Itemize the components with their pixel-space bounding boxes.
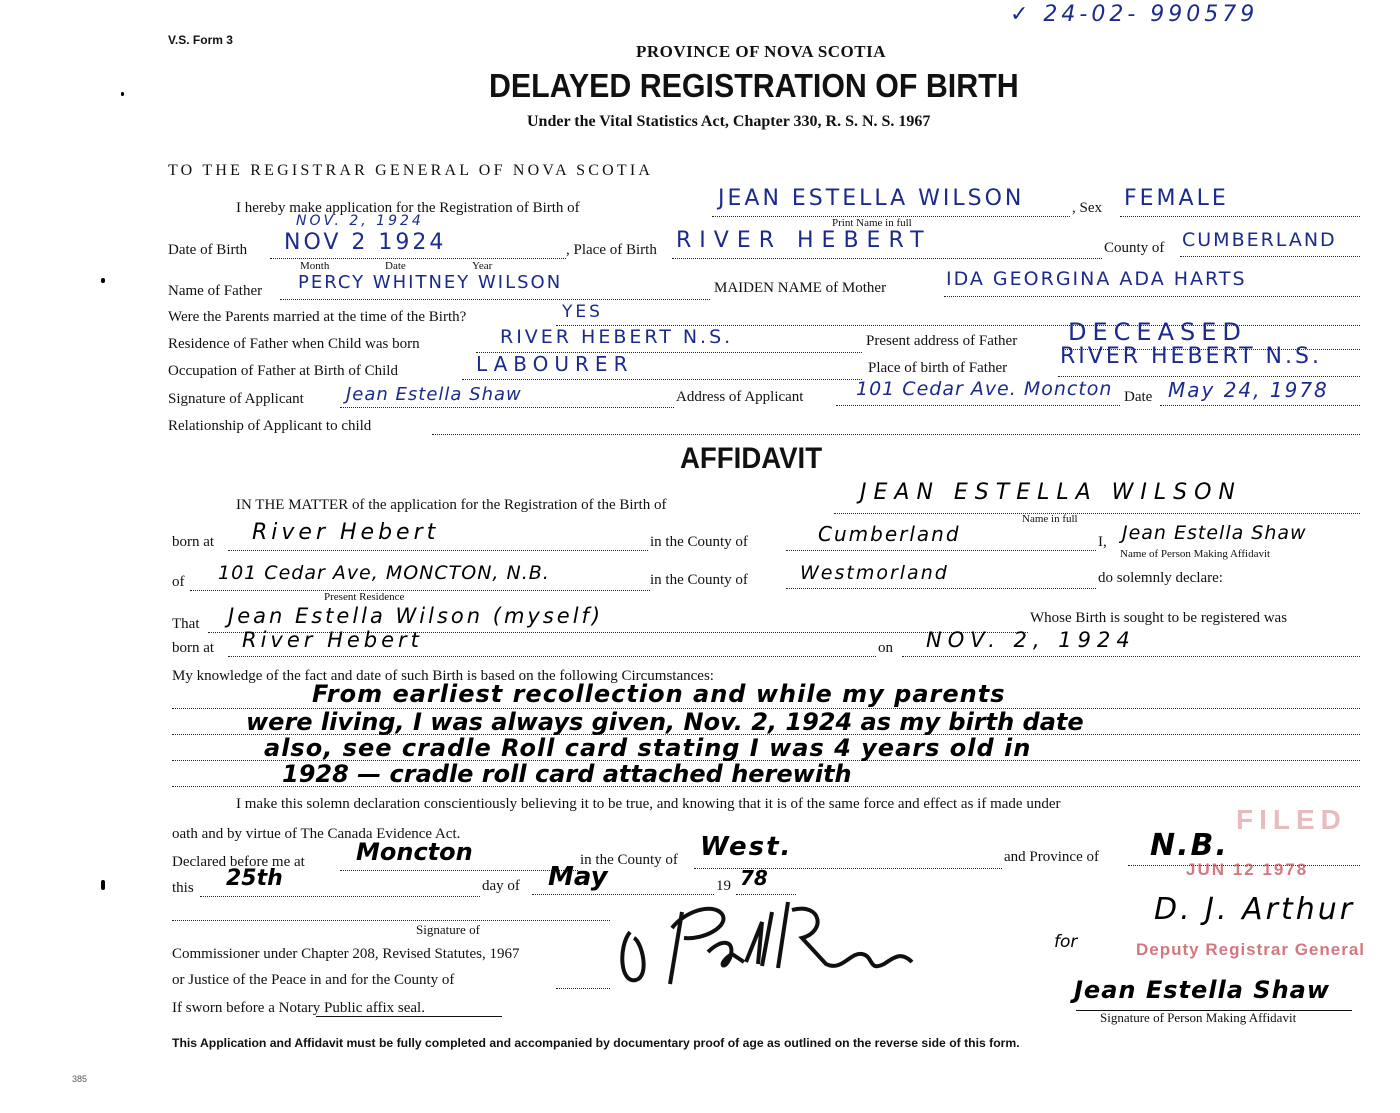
mother-value: IDA GEORGINA ADA HARTS <box>946 268 1247 290</box>
i-label: I, <box>1098 534 1107 550</box>
relationship-label: Relationship of Applicant to child <box>168 418 372 434</box>
county-label: County of <box>1104 240 1165 256</box>
circumstance-line-4: 1928 — cradle roll card attached herewith <box>282 760 852 788</box>
justice-line: or Justice of the Peace in and for the County of <box>172 972 455 988</box>
father-value: PERCY WHITNEY WILSON <box>298 272 563 293</box>
occupation-label: Occupation of Father at Birth of Child <box>168 363 398 379</box>
affiant-name-value: Jean Estella Shaw <box>1122 522 1307 544</box>
county-value: CUMBERLAND <box>1182 229 1337 251</box>
margin-speck <box>101 880 105 890</box>
dob-label: Date of Birth <box>168 242 248 258</box>
registrar-for: for <box>1054 932 1078 952</box>
whose-birth-label: Whose Birth is sought to be registered was <box>1030 610 1288 626</box>
res-county-label: in the County of <box>650 572 748 588</box>
notary-line: If sworn before a Notary Public affix seal. <box>172 1000 425 1016</box>
addressee-line: TO THE REGISTRAR GENERAL OF NOVA SCOTIA <box>168 162 654 179</box>
born-at-label: born at <box>172 534 215 550</box>
on-date-value: NOV. 2, 1924 <box>926 628 1136 652</box>
margin-speck <box>121 92 124 96</box>
year-value: 78 <box>740 866 768 890</box>
pob-value: RIVER HEBERT <box>676 228 932 253</box>
married-value: YES <box>562 302 603 322</box>
declared-county-value: West. <box>700 832 793 862</box>
footer-note: This Application and Affidavit must be fully completed and accompanied by documentary proof of age as outlined on the reverse side of this form. <box>172 1036 1020 1050</box>
present-address-label: Present address of Father <box>866 333 1018 349</box>
signature-label: Signature of Applicant <box>168 391 304 407</box>
this-label: this <box>172 880 194 896</box>
affiant-signature: Jean Estella Shaw <box>1074 976 1331 1004</box>
knowledge-label: My knowledge of the fact and date of such Birth is based on the following Circumstances: <box>172 668 714 684</box>
father-pob-label: Place of birth of Father <box>868 360 1008 376</box>
document-subtitle: Under the Vital Statistics Act, Chapter 330, R. S. N. S. 1967 <box>527 113 931 130</box>
county-value-affidavit: Cumberland <box>818 522 961 546</box>
married-label: Were the Parents married at the time of the Birth? <box>168 309 467 325</box>
residence-value: RIVER HEBERT N.S. <box>500 326 734 348</box>
day-value: 25th <box>226 866 283 891</box>
sex-value: FEMALE <box>1124 186 1229 211</box>
father-pob-value: RIVER HEBERT N.S. <box>1060 344 1322 369</box>
born-at-value: River Hebert <box>252 520 440 545</box>
province-value: N.B. <box>1150 828 1229 863</box>
residence-caption: Present Residence <box>324 591 405 603</box>
day-of-label: day of <box>482 878 520 894</box>
filed-stamp: FILED <box>1236 804 1347 835</box>
address-value: 101 Cedar Ave. Moncton <box>856 378 1113 400</box>
registrar-title-stamp: Deputy Registrar General <box>1136 940 1366 959</box>
circumstance-line-1: From earliest recollection and while my parents <box>312 680 1006 708</box>
occupation-value: LABOURER <box>476 352 634 376</box>
applicant-signature: Jean Estella Shaw <box>346 384 522 405</box>
print-name-caption: Print Name in full <box>832 217 912 229</box>
solemn-line-2: oath and by virtue of The Canada Evidence Act. <box>172 826 461 842</box>
circumstance-line-2: were living, I was always given, Nov. 2, 1924 as my birth date <box>246 708 1084 736</box>
child-name-value: JEAN ESTELLA WILSON <box>718 186 1025 211</box>
that-label: That <box>172 616 200 632</box>
born-at2-value: River Hebert <box>242 628 423 652</box>
res-county-value: Westmorland <box>800 562 949 584</box>
pob-label: , Place of Birth <box>566 242 657 258</box>
born-at2-label: born at <box>172 640 215 656</box>
file-number-note: ✓ 24-02- 990579 <box>1010 2 1259 27</box>
matter-name-value: JEAN ESTELLA WILSON <box>860 480 1242 505</box>
registrar-signature: D. J. Arthur <box>1154 892 1356 927</box>
declared-label: Declared before me at <box>172 854 305 870</box>
circumstance-line-3: also, see cradle Roll card stating I was 4 years old in <box>264 734 1032 762</box>
mother-label: MAIDEN NAME of Mother <box>714 280 887 296</box>
declare-label: do solemnly declare: <box>1098 570 1223 586</box>
date-caption: Date <box>385 260 406 272</box>
filed-date-stamp: JUN 12 1978 <box>1186 860 1309 879</box>
of-label: of <box>172 574 185 590</box>
name-full-caption: Name in full <box>1022 513 1078 525</box>
commissioner-signature-image <box>612 892 932 994</box>
that-name-value: Jean Estella Wilson (myself) <box>228 604 604 628</box>
declared-county-label: in the County of <box>580 852 678 868</box>
dob-value: NOV 2 1924 <box>284 230 447 255</box>
sex-label: , Sex <box>1072 200 1102 216</box>
province-heading: PROVINCE OF NOVA SCOTIA <box>636 42 887 61</box>
month-value: May <box>548 862 608 892</box>
intro-label: I hereby make application for the Registration of Birth of <box>236 200 580 216</box>
province-label: and Province of <box>1004 849 1099 865</box>
present-address-value: DECEASED <box>1068 318 1247 346</box>
father-label: Name of Father <box>168 283 263 299</box>
commissioner-line: Commissioner under Chapter 208, Revised Statutes, 1967 <box>172 946 520 962</box>
affiant-signature-caption: Signature of Person Making Affidavit <box>1100 1010 1297 1025</box>
solemn-line-1: I make this solemn declaration conscientiously believing it to be true, and knowing that it is of the same force and effect as if made under <box>236 796 1061 812</box>
matter-label: IN THE MATTER of the application for the Registration of the Birth of <box>236 497 667 513</box>
affiant-caption: Name of Person Making Affidavit <box>1120 548 1271 560</box>
dob-correction: NOV. 2, 1924 <box>296 213 424 229</box>
in-county-label: in the County of <box>650 534 748 550</box>
month-caption: Month <box>300 260 330 272</box>
margin-speck <box>101 278 105 283</box>
residence-label: Residence of Father when Child was born <box>168 336 420 352</box>
date-value: May 24, 1978 <box>1168 378 1329 402</box>
footer-code: 385 <box>72 1074 88 1084</box>
residence-value-affidavit: 101 Cedar Ave, MONCTON, N.B. <box>218 562 550 584</box>
year-caption: Year <box>472 260 493 272</box>
on-label: on <box>878 640 893 656</box>
form-number: V.S. Form 3 <box>168 33 233 47</box>
date-label: Date <box>1124 389 1153 405</box>
address-label: Address of Applicant <box>676 389 804 405</box>
affidavit-title: AFFIDAVIT <box>680 442 823 475</box>
year-prefix: 19 <box>716 878 731 894</box>
signature-of-caption: Signature of <box>416 922 480 937</box>
document-title: DELAYED REGISTRATION OF BIRTH <box>489 67 1019 104</box>
declared-at-value: Moncton <box>356 838 473 866</box>
